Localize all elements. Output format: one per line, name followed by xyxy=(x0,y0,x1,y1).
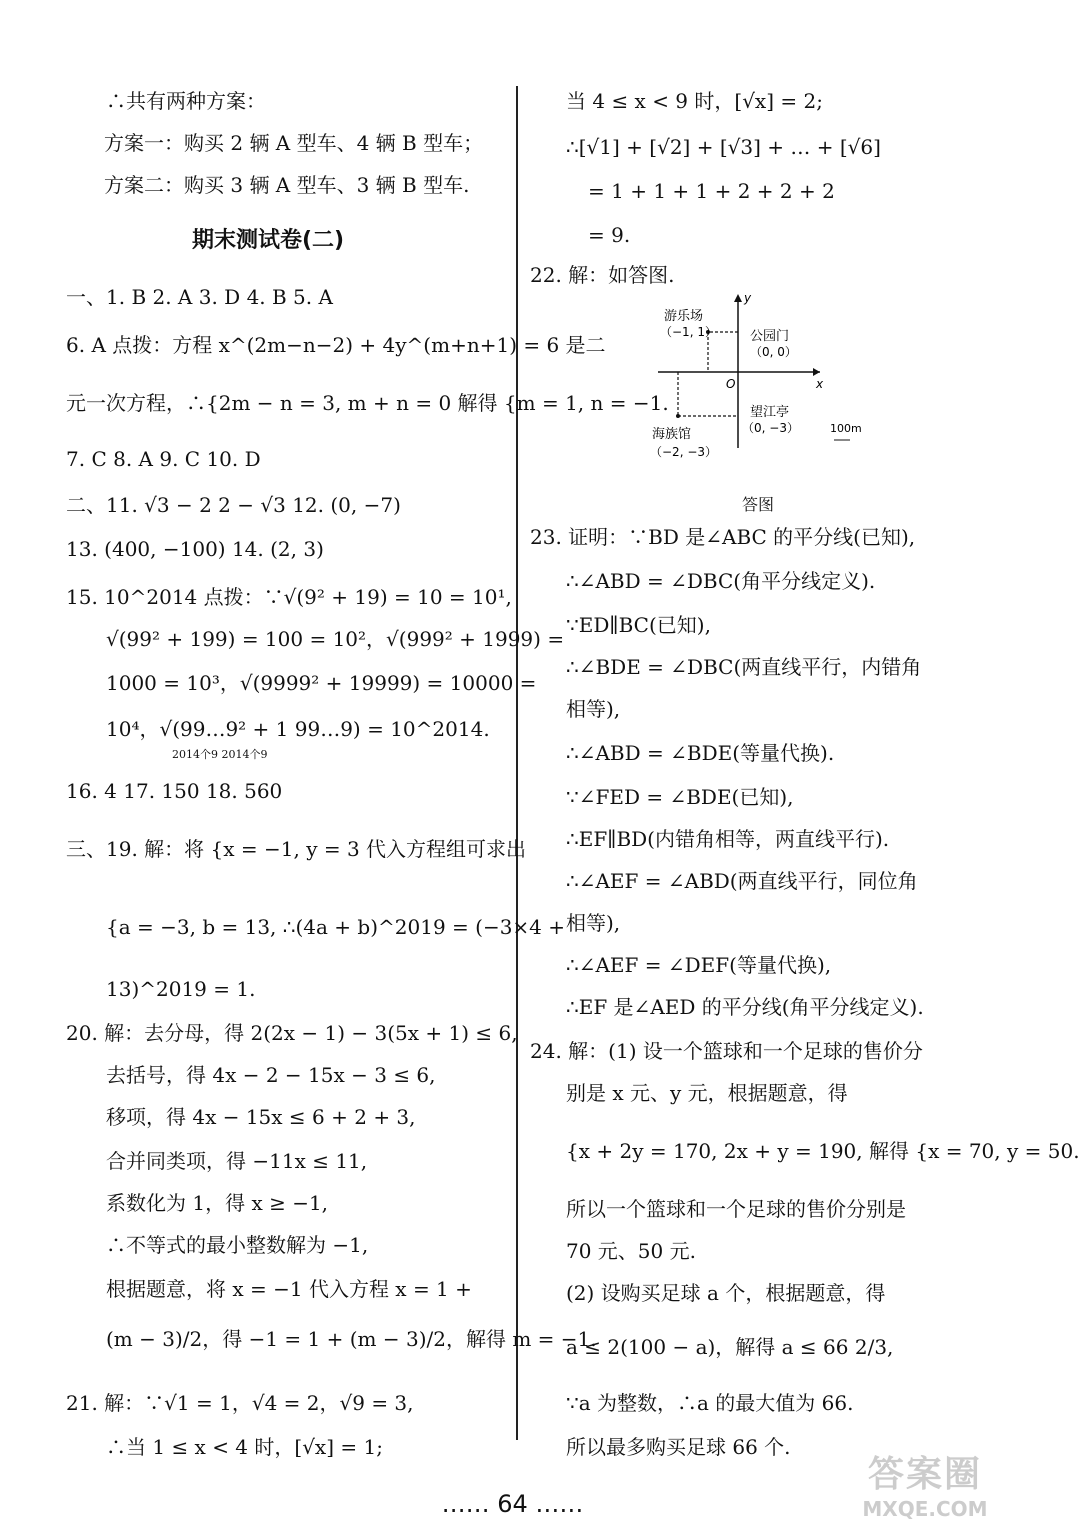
answer-line: ∴∠ABD = ∠BDE(等量代换). xyxy=(566,741,835,765)
answer-line: 22. 解：如答图. xyxy=(530,263,675,287)
answer-line: 所以一个篮球和一个足球的售价分别是 xyxy=(566,1197,906,1221)
place-coord: （−2, −3） xyxy=(650,445,718,459)
answer-line: 6. A 点拨：方程 x^(2m−n−2) + 4y^(m+n+1) = 6 是二 xyxy=(66,333,606,357)
answer-line: 一、1. B 2. A 3. D 4. B 5. A xyxy=(66,285,333,309)
place-coord: （0, −3） xyxy=(742,421,799,435)
point-marker xyxy=(676,414,680,418)
answer-line: 10⁴，√(99…9² + 1 99…9) = 10^2014. xyxy=(106,717,490,741)
answer-line: ∴∠BDE = ∠DBC(两直线平行，内错角 xyxy=(566,655,922,679)
place-label: 游乐场 xyxy=(664,309,704,324)
answer-line: ∴∠AEF = ∠ABD(两直线平行，同位角 xyxy=(566,869,918,893)
answer-line: ∴当 1 ≤ x < 4 时，[√x] = 1; xyxy=(106,1435,383,1459)
answer-line: ∵ED∥BC(已知), xyxy=(566,613,711,637)
coordinate-figure xyxy=(650,288,862,514)
place-label: 海族馆 xyxy=(652,427,692,442)
answer-line: 所以最多购买足球 66 个. xyxy=(566,1435,791,1459)
answer-line: 70 元、50 元. xyxy=(566,1239,696,1263)
answer-line: 当 4 ≤ x < 9 时，[√x] = 2; xyxy=(566,89,823,113)
page-number: …… 64 …… xyxy=(441,1490,584,1518)
answer-line: 15. 10^2014 点拨：∵√(9² + 19) = 10 = 10¹, xyxy=(66,585,512,609)
axis-label: y xyxy=(744,291,752,305)
axis-label: x xyxy=(816,377,824,391)
answer-line: = 9. xyxy=(588,223,631,247)
answer-line: 系数化为 1，得 x ≥ −1, xyxy=(106,1191,329,1215)
answer-line: 三、19. 解：将 {x = −1, y = 3 代入方程组可求出 xyxy=(66,837,527,861)
answer-line: 23. 证明：∵BD 是∠ABC 的平分线(已知), xyxy=(530,525,916,549)
map-diagram xyxy=(650,288,862,488)
section-heading: 期末测试卷(二) xyxy=(192,228,345,253)
answer-line: ∴[√1] + [√2] + [√3] + … + [√6] xyxy=(566,135,881,159)
answer-line: ∴不等式的最小整数解为 −1, xyxy=(106,1233,369,1257)
answer-line: 13)^2019 = 1. xyxy=(106,977,256,1001)
answer-line: ∵a 为整数，∴a 的最大值为 66. xyxy=(566,1391,854,1415)
answer-line: 21. 解：∵√1 = 1，√4 = 2，√9 = 3, xyxy=(66,1391,414,1415)
answer-line: = 1 + 1 + 1 + 2 + 2 + 2 xyxy=(588,179,835,203)
scale-label: 100m xyxy=(830,422,862,435)
answer-line: √(99² + 199) = 100 = 10²，√(999² + 1999) = xyxy=(106,627,565,651)
x-axis-arrow-icon xyxy=(813,368,820,376)
watermark-url: MXQE.COM xyxy=(862,1497,988,1521)
answer-line: 去括号，得 4x − 2 − 15x − 3 ≤ 6, xyxy=(106,1063,436,1087)
answer-line: 20. 解：去分母，得 2(2x − 1) − 3(5x + 1) ≤ 6, xyxy=(66,1021,518,1045)
place-coord: （0, 0） xyxy=(750,345,797,359)
answer-line: 7. C 8. A 9. C 10. D xyxy=(66,447,261,471)
answer-line: (m − 3)/2，得 −1 = 1 + (m − 3)/2，解得 m = −1. xyxy=(106,1327,597,1351)
origin-label: O xyxy=(726,377,736,391)
watermark-logo xyxy=(835,1446,1015,1526)
answer-line: 13. (400, −100) 14. (2, 3) xyxy=(66,537,324,561)
place-label: 公园门 xyxy=(750,329,790,344)
answer-line: {x + 2y = 170, 2x + y = 190, 解得 {x = 70, y = 50. xyxy=(566,1139,1080,1163)
answer-line: 根据题意，将 x = −1 代入方程 x = 1 + xyxy=(106,1277,472,1301)
answer-line: ∵∠FED = ∠BDE(已知), xyxy=(566,785,794,809)
answer-line: {a = −3, b = 13, ∴(4a + b)^2019 = (−3×4 + xyxy=(106,915,566,939)
answer-line: 元一次方程，∴{2m − n = 3, m + n = 0 解得 {m = 1, n = −1. xyxy=(66,391,669,415)
answer-line: 1000 = 10³，√(9999² + 19999) = 10000 = xyxy=(106,671,537,695)
answer-line: (2) 设购买足球 a 个，根据题意，得 xyxy=(566,1281,886,1305)
watermark-text: 答案圈 xyxy=(867,1454,982,1495)
answer-line: ∴∠AEF = ∠DEF(等量代换), xyxy=(566,953,832,977)
answer-line: 24. 解：(1) 设一个篮球和一个足球的售价分 xyxy=(530,1039,923,1063)
answer-line: 16. 4 17. 150 18. 560 xyxy=(66,779,283,803)
answer-line: ∴∠ABD = ∠DBC(角平分线定义). xyxy=(566,569,876,593)
text-line: ∴共有两种方案： xyxy=(106,89,266,113)
answer-line: 别是 x 元、y 元，根据题意，得 xyxy=(566,1081,848,1105)
column-divider xyxy=(516,86,518,1440)
place-label: 望江亭 xyxy=(750,405,790,420)
text-line: 方案二：购买 3 辆 A 型车、3 辆 B 型车. xyxy=(104,173,470,197)
answer-line: ∴EF∥BD(内错角相等，两直线平行). xyxy=(566,827,890,851)
place-coord: （−1, 1） xyxy=(660,325,717,339)
figure-caption: 答图 xyxy=(742,495,775,514)
answer-line: 相等), xyxy=(566,697,621,721)
answer-line: ∴EF 是∠AED 的平分线(角平分线定义). xyxy=(566,995,924,1019)
answer-line: 合并同类项，得 −11x ≤ 11, xyxy=(106,1149,368,1173)
answer-line: a ≤ 2(100 − a)，解得 a ≤ 66 2/3, xyxy=(566,1335,894,1359)
answer-line: 相等), xyxy=(566,911,621,935)
answer-line: 移项，得 4x − 15x ≤ 6 + 2 + 3, xyxy=(106,1105,416,1129)
annotation: 2014个9 2014个9 xyxy=(172,748,268,761)
answer-line: 二、11. √3 − 2 2 − √3 12. (0, −7) xyxy=(66,493,401,517)
text-line: 方案一：购买 2 辆 A 型车、4 辆 B 型车； xyxy=(104,131,484,155)
y-axis-arrow-icon xyxy=(734,294,742,302)
